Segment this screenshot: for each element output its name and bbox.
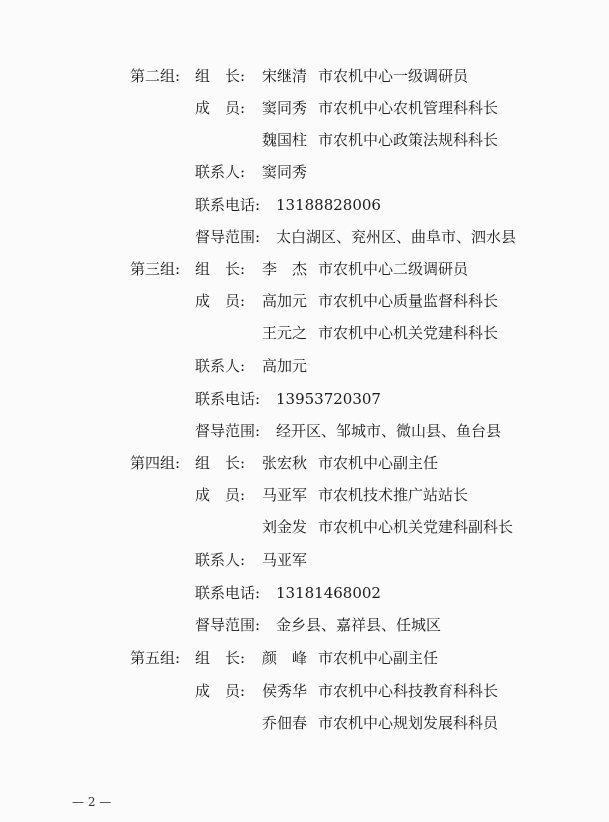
member-name: 高加元: [262, 292, 308, 310]
leader-name: 张宏秋: [262, 454, 308, 472]
group-label: 第二组:: [130, 67, 181, 85]
leader-name: 颜 峰: [262, 649, 308, 667]
page-number: — 2 —: [72, 795, 112, 809]
member-name: 乔佃春: [262, 714, 308, 732]
scope-label: 督导范围:: [195, 228, 261, 246]
member-title: 市农机中心科技教育科科长: [318, 682, 499, 700]
member-name: 王元之: [262, 324, 308, 342]
leader-title: 市农机中心副主任: [318, 649, 439, 667]
members-role: 成 员:: [195, 682, 246, 700]
leader-title: 市农机中心一级调研员: [318, 67, 469, 85]
member-name: 魏国柱: [262, 131, 308, 149]
members-role: 成 员:: [195, 486, 246, 504]
member-name: 刘金发: [262, 518, 308, 536]
leader-name: 李 杰: [262, 260, 308, 278]
members-role: 成 员:: [195, 99, 246, 117]
contact-label: 联系人:: [195, 357, 246, 375]
members-role: 成 员:: [195, 292, 246, 310]
phone-number: 13953720307: [276, 390, 381, 408]
member-title: 市农机中心农机管理科科长: [318, 99, 499, 117]
contact-name: 窦同秀: [262, 163, 308, 181]
member-title: 市农机技术推广站站长: [318, 486, 469, 504]
contact-name: 高加元: [262, 357, 308, 375]
member-title: 市农机中心机关党建科科长: [318, 324, 499, 342]
scope-value: 金乡县、嘉祥县、任城区: [276, 616, 442, 634]
phone-label: 联系电话:: [195, 390, 261, 408]
member-title: 市农机中心政策法规科科长: [318, 131, 499, 149]
leader-title: 市农机中心二级调研员: [318, 260, 469, 278]
phone-number: 13181468002: [276, 584, 381, 602]
group-label: 第三组:: [130, 260, 181, 278]
member-name: 马亚军: [262, 486, 308, 504]
leader-role: 组 长:: [195, 454, 246, 472]
leader-role: 组 长:: [195, 649, 246, 667]
contact-name: 马亚军: [262, 551, 308, 569]
leader-role: 组 长:: [195, 260, 246, 278]
scope-value: 经开区、邹城市、微山县、鱼台县: [276, 422, 502, 440]
member-title: 市农机中心规划发展科科员: [318, 714, 499, 732]
group-label: 第四组:: [130, 454, 181, 472]
member-title: 市农机中心质量监督科科长: [318, 292, 499, 310]
scope-label: 督导范围:: [195, 422, 261, 440]
contact-label: 联系人:: [195, 551, 246, 569]
phone-label: 联系电话:: [195, 196, 261, 214]
group-label: 第五组:: [130, 649, 181, 667]
phone-label: 联系电话:: [195, 584, 261, 602]
scope-value: 太白湖区、兖州区、曲阜市、泗水县: [276, 228, 517, 246]
scope-label: 督导范围:: [195, 616, 261, 634]
leader-title: 市农机中心副主任: [318, 454, 439, 472]
phone-number: 13188828006: [276, 196, 381, 214]
member-name: 侯秀华: [262, 682, 308, 700]
leader-name: 宋继清: [262, 67, 308, 85]
leader-role: 组 长:: [195, 67, 246, 85]
member-title: 市农机中心机关党建科副科长: [318, 518, 514, 536]
member-name: 窦同秀: [262, 99, 308, 117]
contact-label: 联系人:: [195, 163, 246, 181]
